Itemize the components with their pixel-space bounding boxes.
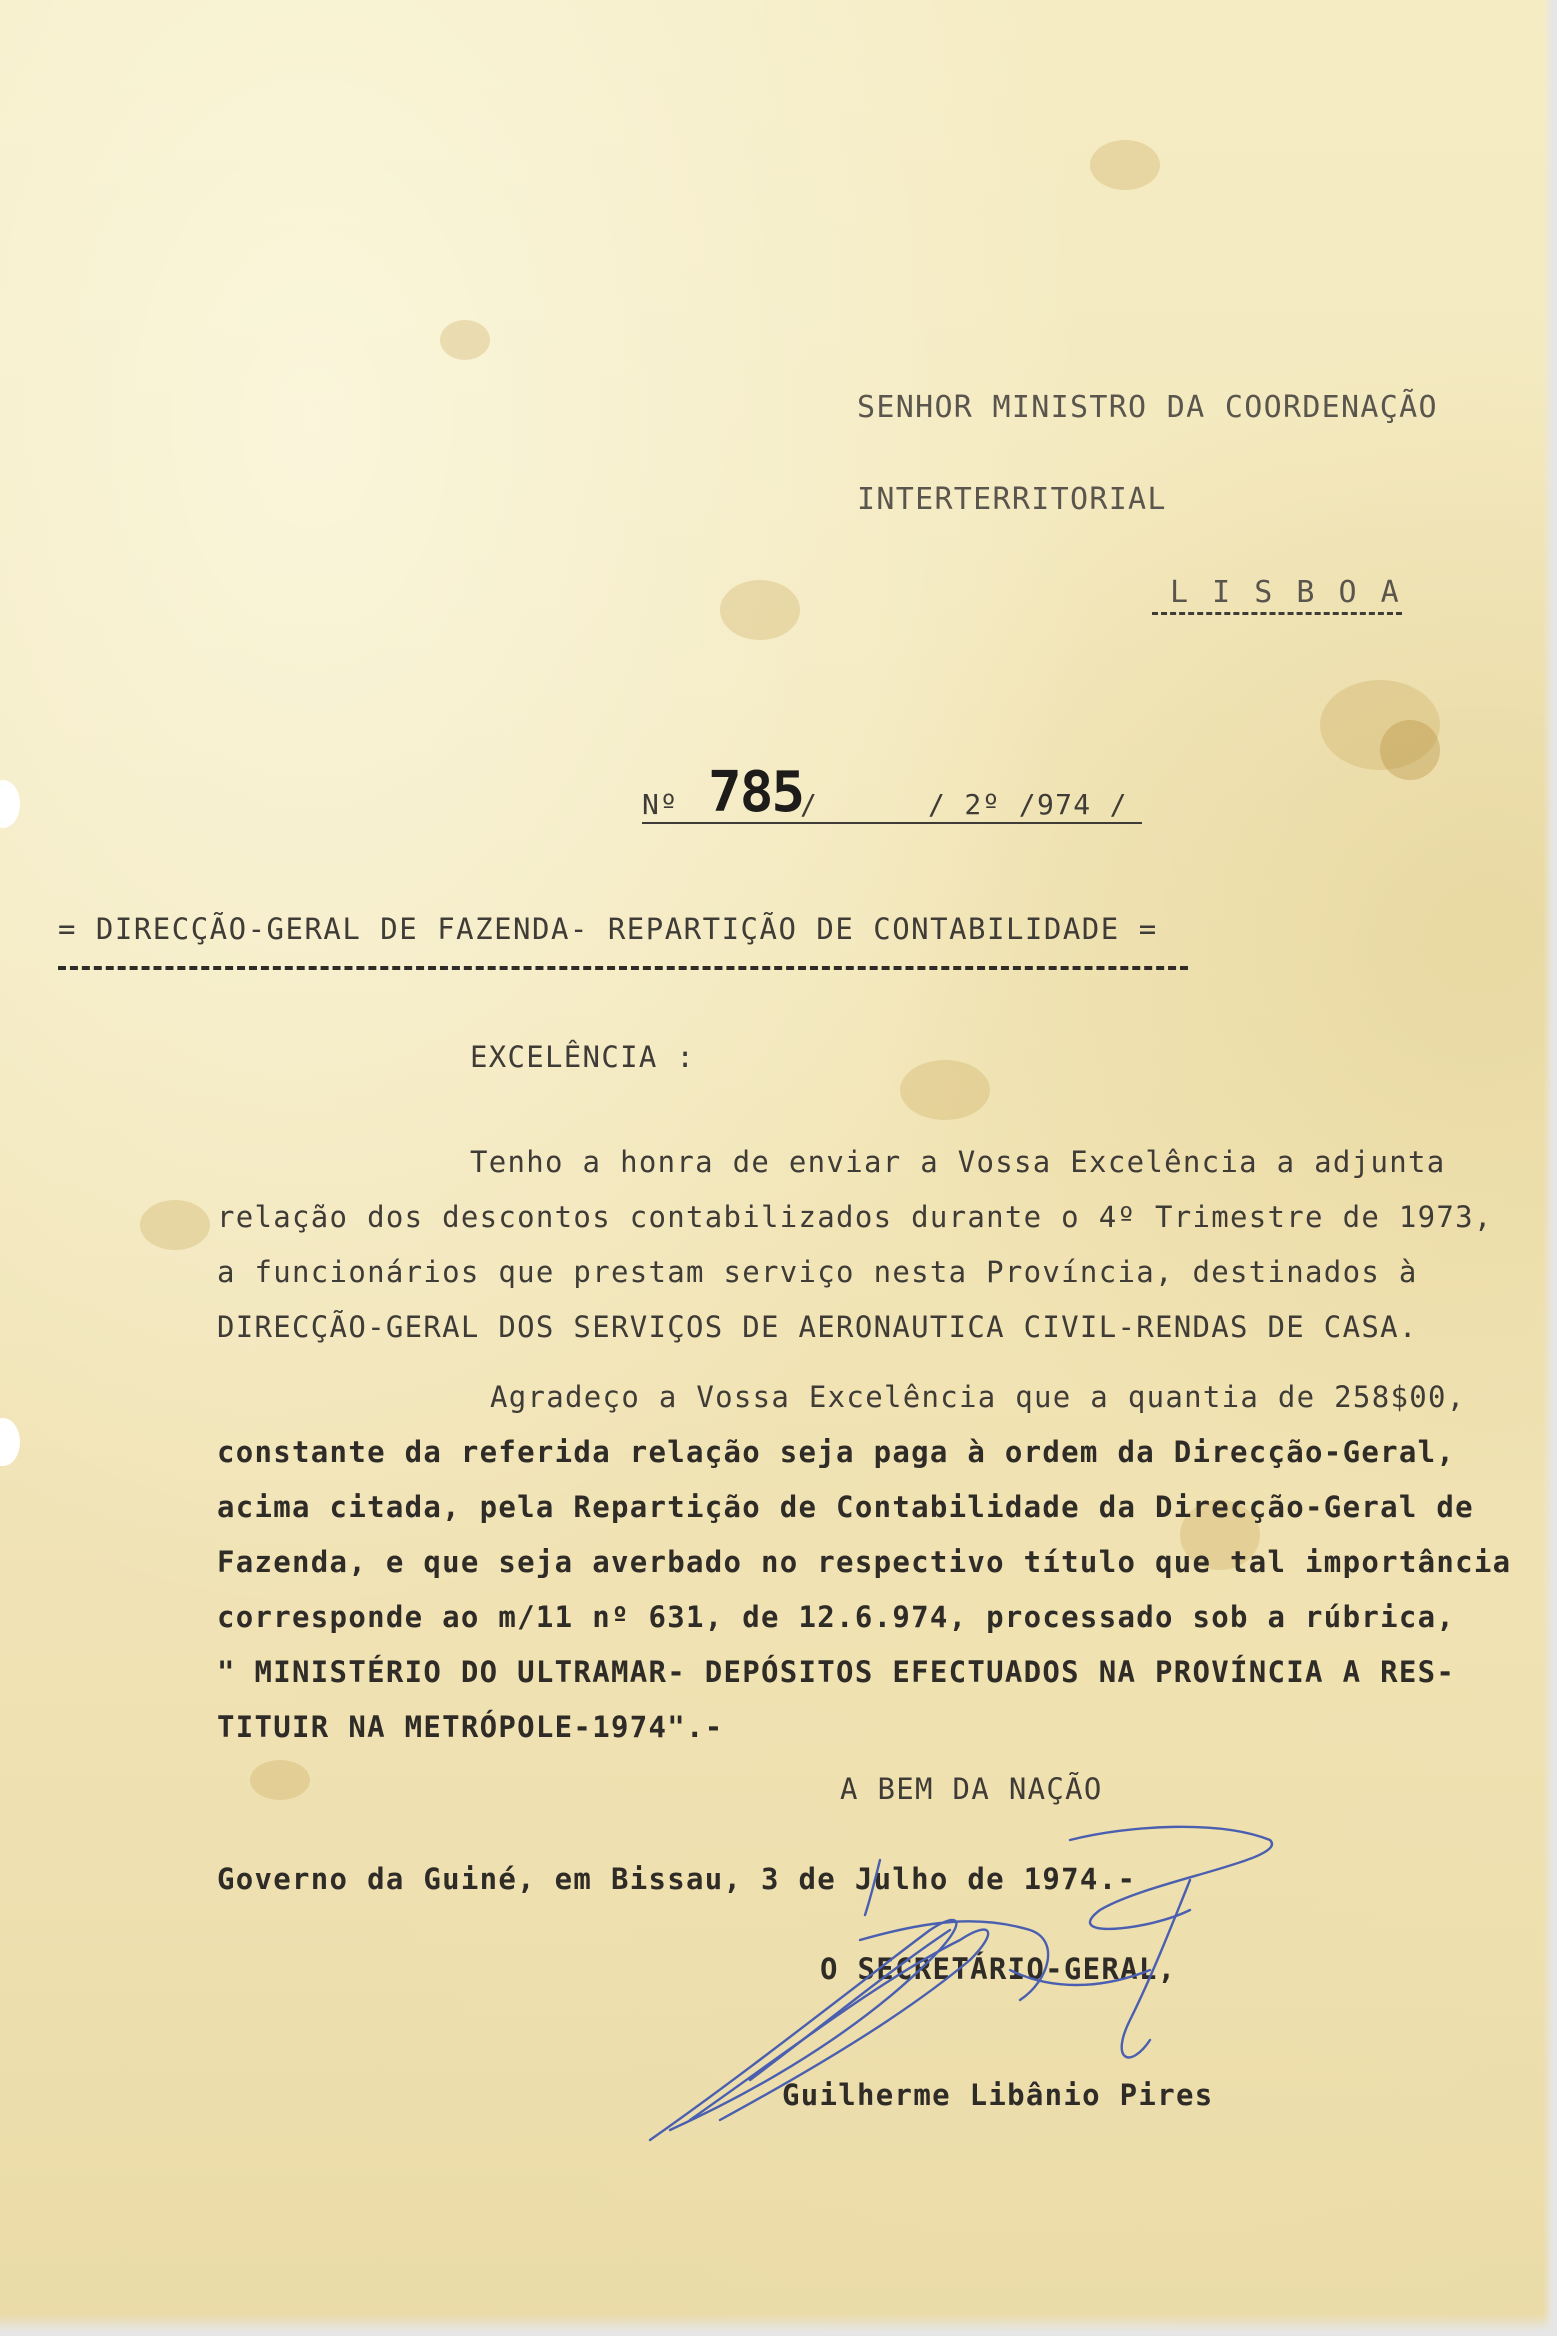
- reference-year: / 2º /974 /: [928, 788, 1128, 821]
- paragraph2-line: constante da referida relação seja paga à ordem da Direcção-Geral,: [217, 1435, 1456, 1469]
- signatory-title: O SECRETÁRIO-GERAL,: [820, 1952, 1177, 1986]
- paragraph2-line: corresponde ao m/11 nº 631, de 12.6.974, processado sob a rúbrica,: [217, 1600, 1456, 1634]
- paragraph1-line: a funcionários que prestam serviço nesta Província, destinados à: [217, 1255, 1418, 1289]
- stain: [1380, 720, 1440, 780]
- stain: [250, 1760, 310, 1800]
- department-underline: [58, 966, 1188, 970]
- paragraph2-line: Fazenda, e que seja averbado no respectivo título que tal importância: [217, 1545, 1512, 1579]
- signatory-name: Guilherme Libânio Pires: [782, 2078, 1214, 2112]
- addressee-city: L I S B O A: [1170, 575, 1402, 610]
- paragraph1-line: DIRECÇÃO-GERAL DOS SERVIÇOS DE AERONAUTICA CIVIL-RENDAS DE CASA.: [217, 1310, 1418, 1344]
- closing: A BEM DA NAÇÃO: [840, 1772, 1103, 1806]
- stain: [140, 1200, 210, 1250]
- date-line: Governo da Guiné, em Bissau, 3 de Julho de 1974.-: [217, 1862, 1137, 1896]
- paragraph2-line: " MINISTÉRIO DO ULTRAMAR- DEPÓSITOS EFECTUADOS NA PROVÍNCIA A RES-: [217, 1655, 1456, 1689]
- stain: [720, 580, 800, 640]
- department-heading: = DIRECÇÃO-GERAL DE FAZENDA- REPARTIÇÃO DE CONTABILIDADE =: [58, 912, 1158, 946]
- addressee-line-2: INTERTERRITORIAL: [857, 482, 1167, 517]
- punch-hole: [0, 1418, 20, 1466]
- city-underline: [1152, 612, 1402, 615]
- paragraph2-line: TITUIR NA METRÓPOLE-1974".-: [217, 1710, 724, 1744]
- reference-number: 785: [708, 760, 804, 825]
- stain: [440, 320, 490, 360]
- stain: [900, 1060, 990, 1120]
- stain: [1090, 140, 1160, 190]
- paragraph1-line: Tenho a honra de enviar a Vossa Excelência a adjunta: [470, 1145, 1446, 1179]
- page-edge: [1543, 0, 1557, 2336]
- punch-hole: [0, 780, 20, 828]
- paragraph1-line: relação dos descontos contabilizados durante o 4º Trimestre de 1973,: [217, 1200, 1493, 1234]
- paragraph2-line: Agradeço a Vossa Excelência que a quantia de 258$00,: [490, 1380, 1466, 1414]
- reference-separator: /: [800, 788, 819, 821]
- addressee-line-1: SENHOR MINISTRO DA COORDENAÇÃO: [857, 390, 1438, 425]
- handwritten-signature: [630, 1820, 1330, 2160]
- paragraph2-line: acima citada, pela Repartição de Contabilidade da Direcção-Geral de: [217, 1490, 1474, 1524]
- salutation: EXCELÊNCIA :: [470, 1040, 696, 1074]
- page-edge: [0, 2314, 1557, 2336]
- reference-prefix: Nº: [642, 788, 679, 821]
